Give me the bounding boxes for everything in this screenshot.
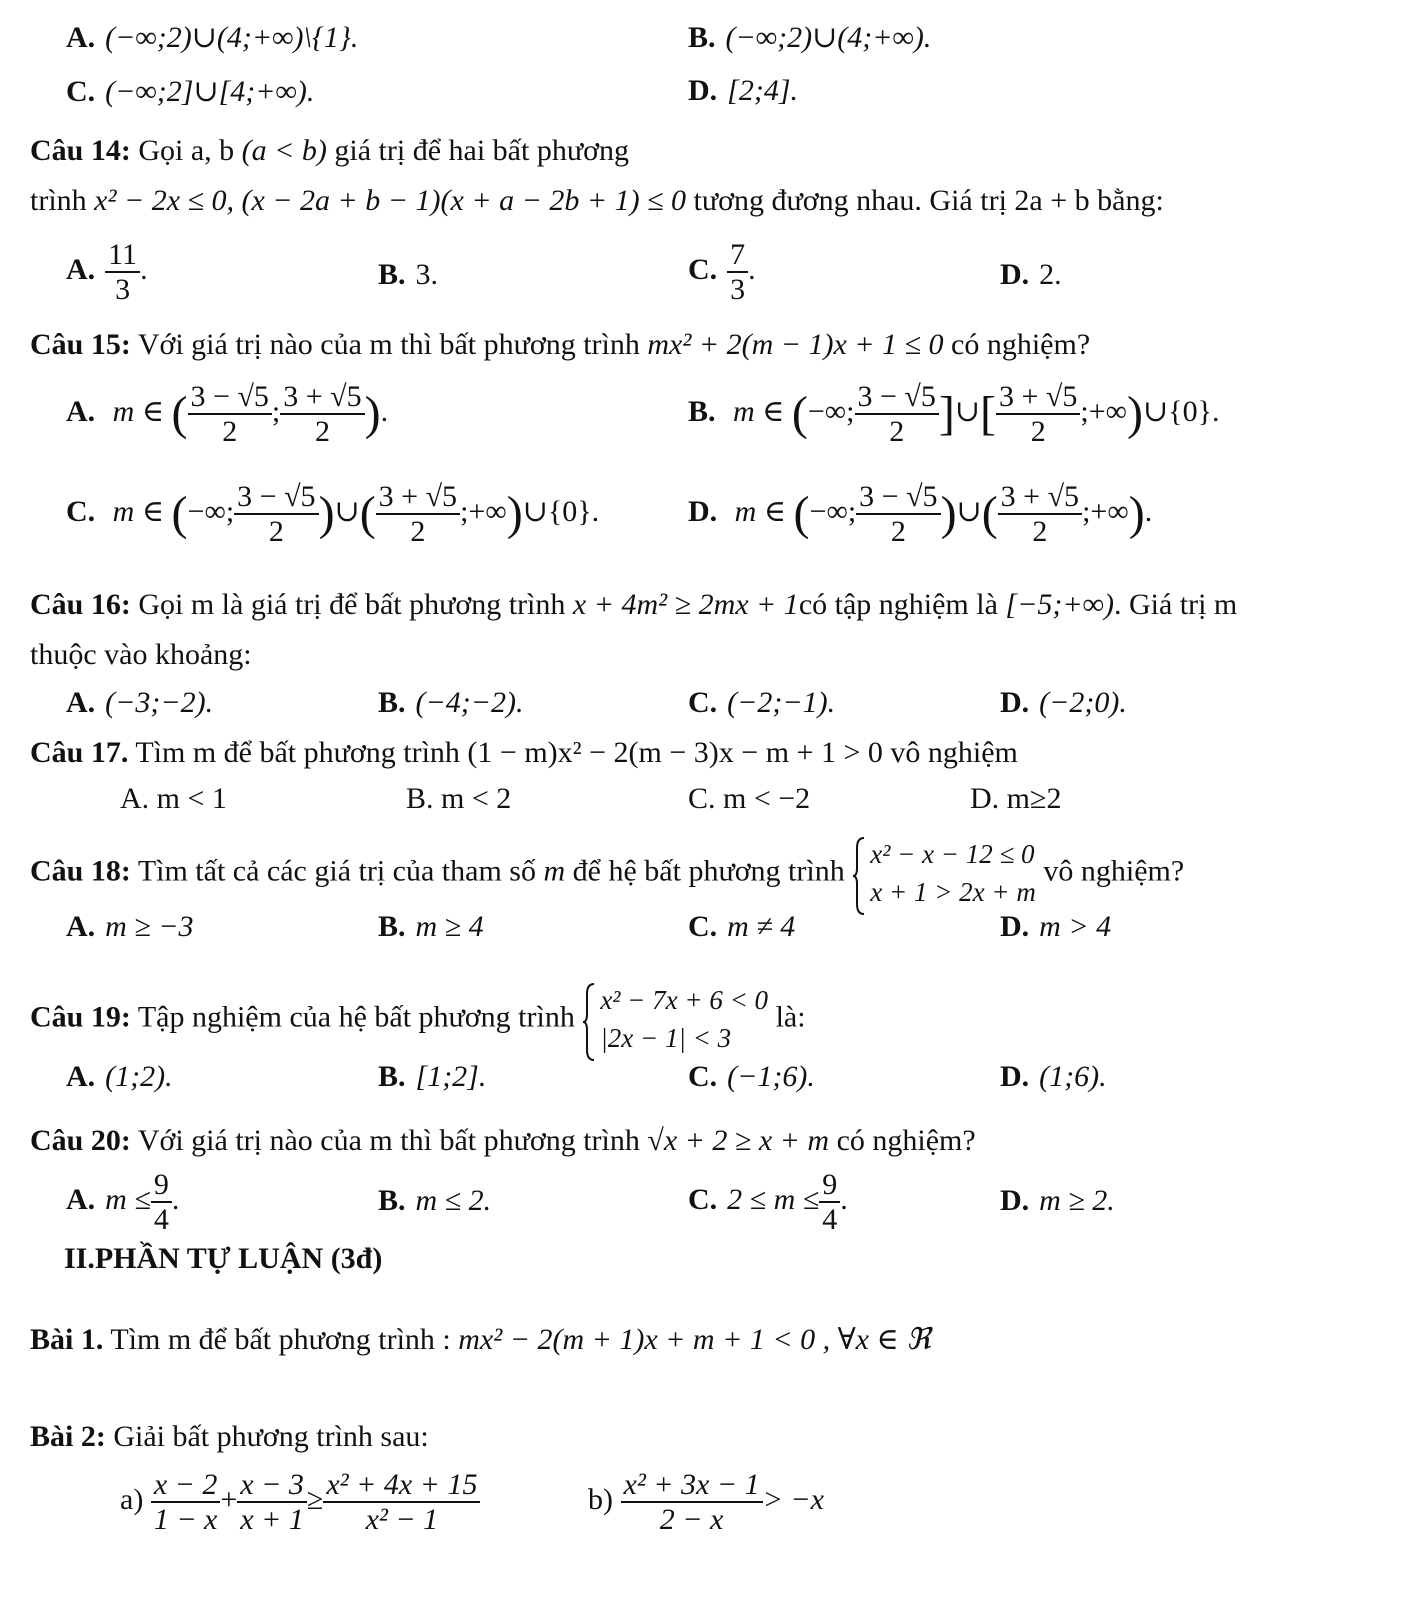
q14-text: Gọi a, b xyxy=(138,134,235,167)
option-label: C. xyxy=(688,252,718,286)
operator: ≥ xyxy=(306,1482,324,1516)
option-text: 3. xyxy=(415,258,439,291)
option-label: D. xyxy=(688,74,718,107)
fraction-denominator: x + 1 xyxy=(237,1501,307,1536)
option-prefix: 2 ≤ m ≤ xyxy=(727,1182,820,1216)
fraction-denominator: 2 xyxy=(188,413,272,448)
option-label: A. xyxy=(66,394,96,428)
option-text: (1;2). xyxy=(105,1060,173,1093)
q15-option-d: D. m ∈ (−∞; $\frac{3 - √5}{2}$ )∪( $\frac{3 + √5}{2}$ ;+∞). xyxy=(688,480,1153,548)
option-label: D. xyxy=(1000,1060,1030,1093)
question-label: Câu 15: xyxy=(30,328,131,361)
question-label: Câu 14: xyxy=(30,134,131,167)
fraction-numerator: x² + 3x − 1 xyxy=(623,1468,760,1501)
q16-line2: thuộc vào khoảng: xyxy=(30,638,252,671)
union: ∪ xyxy=(954,394,981,428)
fraction-numerator: 3 + √5 xyxy=(999,380,1078,413)
option-text: m ≥ 2. xyxy=(1039,1184,1115,1217)
option-text: m ≠ 4 xyxy=(727,910,796,943)
fraction-numerator: x − 2 xyxy=(153,1468,218,1501)
option-text: (−∞;2]∪[4;+∞). xyxy=(105,75,315,108)
option-label: C. xyxy=(688,1182,718,1216)
q16-text: . Giá trị m xyxy=(1113,588,1238,621)
option-text: (−∞;2)∪(4;+∞). xyxy=(725,21,932,54)
option-label: D. xyxy=(1000,1184,1030,1217)
q20-option-d xyxy=(1000,1184,1115,1218)
bai2-part-a xyxy=(120,1468,480,1536)
interval-part: −∞; xyxy=(809,494,857,528)
q15-option-a: A. m ∈ ( $\frac{3 - √5}{2}$ ; $\frac{3 + √5}{2}$ ). xyxy=(66,380,389,448)
bai1-expression: mx² − 2(m + 1)x + m + 1 < 0 , ∀x ∈ ℜ xyxy=(458,1323,931,1356)
q18-system xyxy=(852,836,1036,912)
q17-option-a: A. m < 1 xyxy=(120,782,227,815)
fraction-denominator: 3 xyxy=(105,271,140,306)
q15-text: có nghiệm? xyxy=(951,328,1091,361)
fraction-denominator: 1 − x xyxy=(151,1501,221,1536)
option-text: (−3;−2). xyxy=(105,686,214,719)
q17-option-b: B. m < 2 xyxy=(406,782,512,815)
system-line: x + 1 > 2x + m xyxy=(870,876,1036,907)
union: ∪ xyxy=(956,494,982,528)
fraction-denominator: 2 xyxy=(280,413,364,448)
option-label: C. xyxy=(66,494,96,528)
option-tail: . xyxy=(1144,494,1153,528)
q18-variable: m xyxy=(543,854,566,888)
q16-stem xyxy=(30,588,1237,622)
q19-option-d xyxy=(1000,1060,1107,1094)
option-label: B. xyxy=(378,1060,406,1093)
q18-stem xyxy=(30,836,1184,912)
q16-option-b xyxy=(378,686,523,720)
option-label: C. xyxy=(66,75,96,108)
system-line: |2x − 1| < 3 xyxy=(600,1022,732,1053)
part-label: b) xyxy=(588,1482,613,1516)
fraction-numerator: 3 − √5 xyxy=(859,480,938,513)
q15-stem xyxy=(30,328,1090,362)
q14-line2 xyxy=(30,184,1164,218)
option-tail: ∪{0}. xyxy=(522,494,600,528)
option-text: (−1;6). xyxy=(727,1060,815,1093)
option-label: A. xyxy=(66,252,96,286)
system-line: x² − x − 12 ≤ 0 xyxy=(870,839,1035,869)
fraction-denominator: 2 xyxy=(855,413,939,448)
fraction-numerator: 3 − √5 xyxy=(857,380,936,413)
option-text: m ≥ 4 xyxy=(415,910,484,943)
option-text: m ≤ 2. xyxy=(415,1184,492,1217)
q19-option-a xyxy=(66,1060,173,1094)
q15-option-c: C. m ∈ (−∞; $\frac{3 - √5}{2}$ )∪( $\frac{3 + √5}{2}$ ;+∞)∪{0}. xyxy=(66,480,600,548)
option-text: (−∞;2)∪(4;+∞)\{1}. xyxy=(105,21,359,54)
separator: ; xyxy=(271,394,281,428)
q20-option-a xyxy=(66,1168,179,1236)
q20-text: có nghiệm? xyxy=(836,1124,976,1157)
fraction-numerator: x − 3 xyxy=(240,1468,304,1501)
option-label: D. xyxy=(1000,258,1030,291)
q13-option-c xyxy=(66,74,314,109)
q16-text: Gọi m là giá trị để bất phương trình xyxy=(138,588,566,621)
section-title: II.PHẦN TỰ LUẬN (3đ) xyxy=(64,1242,383,1275)
option-text: (1;6). xyxy=(1039,1060,1107,1093)
q16-text: có tập nghiệm là xyxy=(798,588,998,621)
option-label: B. xyxy=(688,394,716,428)
q19-stem xyxy=(30,982,806,1058)
q18-text: vô nghiệm? xyxy=(1043,854,1185,888)
q14-line1 xyxy=(30,134,629,168)
option-label: D. xyxy=(1000,686,1030,719)
fraction-numerator: 9 xyxy=(153,1168,169,1201)
union: ∪ xyxy=(334,494,360,528)
q19-text: Tập nghiệm của hệ bất phương trình xyxy=(137,1000,575,1034)
q19-text: là: xyxy=(775,1000,806,1034)
q18-option-a xyxy=(66,910,194,944)
option-label: C. xyxy=(688,686,718,719)
option-prefix: m ∈ xyxy=(112,394,165,428)
q14-option-a xyxy=(66,238,148,306)
option-tail: ∪{0}. xyxy=(1143,394,1220,428)
option-text: (−2;−1). xyxy=(727,686,836,719)
option-label: B. xyxy=(378,686,406,719)
question-label: Câu 17. xyxy=(30,736,129,769)
bai1-text: Tìm m để bất phương trình : xyxy=(110,1323,451,1356)
interval-part: ;+∞ xyxy=(460,494,507,528)
fraction-denominator: 4 xyxy=(819,1201,840,1236)
option-tail: . xyxy=(380,394,389,428)
option-label: B. xyxy=(688,21,716,54)
option-label: A. xyxy=(66,1060,96,1093)
option-label: A. xyxy=(66,910,96,943)
option-prefix: m ∈ xyxy=(734,494,787,528)
part-label: a) xyxy=(120,1482,144,1516)
option-text: m ≥ −3 xyxy=(105,910,194,943)
interval-part: ;+∞ xyxy=(1082,494,1129,528)
system-line: x² − 7x + 6 < 0 xyxy=(600,985,769,1015)
q14-expression: x² − 2x ≤ 0, (x − 2a + b − 1)(x + a − 2b + 1) ≤ 0 xyxy=(94,184,687,217)
q20-option-c xyxy=(688,1168,848,1236)
option-label: B. xyxy=(378,910,406,943)
interval-part: ;+∞ xyxy=(1080,394,1128,428)
fraction-numerator: 3 − √5 xyxy=(190,380,269,413)
fraction-denominator: 2 xyxy=(996,413,1080,448)
q13-option-b xyxy=(688,20,931,55)
option-label: B. xyxy=(378,1184,406,1217)
bai2-part-b xyxy=(588,1468,824,1536)
bai1 xyxy=(30,1322,931,1357)
q16-expression: x + 4m² ≥ 2mx + 1 xyxy=(572,588,799,621)
bai2-text: Giải bất phương trình sau: xyxy=(113,1420,429,1453)
q19-system xyxy=(582,982,768,1058)
option-label: A. xyxy=(66,686,96,719)
fraction-numerator: 3 + √5 xyxy=(1000,480,1080,513)
fraction-denominator: 2 xyxy=(376,513,460,548)
option-text: 2. xyxy=(1039,258,1062,291)
q20-expression: √x + 2 ≥ x + m xyxy=(647,1124,830,1157)
fraction-numerator: 3 + √5 xyxy=(283,380,362,413)
fraction-denominator: 4 xyxy=(151,1201,172,1236)
bai2 xyxy=(30,1420,429,1454)
option-label: A. xyxy=(66,1182,96,1216)
operator: > −x xyxy=(762,1482,824,1516)
option-tail: . xyxy=(748,252,756,286)
q13-option-a xyxy=(66,20,358,55)
q18-text: để hệ bất phương trình xyxy=(572,854,845,888)
option-prefix: m ∈ xyxy=(733,394,785,428)
fraction-denominator: 2 − x xyxy=(621,1501,763,1536)
q16-option-d xyxy=(1000,686,1127,720)
fraction-numerator: 7 xyxy=(730,238,746,271)
fraction-numerator: 3 − √5 xyxy=(237,480,316,513)
q17-option-c: C. m < −2 xyxy=(688,782,811,815)
option-tail: . xyxy=(140,252,148,286)
question-label: Câu 18: xyxy=(30,854,131,888)
exercise-label: Bài 1. xyxy=(30,1323,104,1356)
q14-text: giá trị để hai bất phương xyxy=(334,134,629,167)
q18-option-b xyxy=(378,910,484,944)
fraction-denominator: x² − 1 xyxy=(323,1501,480,1536)
q17-stem xyxy=(30,736,1018,770)
q19-option-b xyxy=(378,1060,486,1094)
fraction-numerator: x² + 4x + 15 xyxy=(326,1468,478,1501)
brace-icon xyxy=(852,836,866,916)
q13-option-d xyxy=(688,74,798,108)
q16-set: [−5;+∞) xyxy=(1005,588,1114,621)
q14-condition: (a < b) xyxy=(241,134,327,167)
option-label: A. xyxy=(66,21,96,54)
q15-option-b: B. m ∈ (−∞; $\frac{3 - √5}{2}$ ]∪[ $\frac{3 + √5}{2}$ ;+∞)∪{0}. xyxy=(688,380,1220,448)
option-prefix: m ∈ xyxy=(112,494,165,528)
option-tail: . xyxy=(171,1182,180,1216)
q20-option-b xyxy=(378,1184,491,1218)
option-label: C. xyxy=(688,910,718,943)
q14-text: tương đương nhau. Giá trị 2a + b bằng: xyxy=(693,184,1164,217)
question-label: Câu 16: xyxy=(30,588,131,621)
q14-option-d xyxy=(1000,258,1062,292)
operator: + xyxy=(220,1482,238,1516)
q14-option-c xyxy=(688,238,756,306)
q17-option-d: D. m≥2 xyxy=(970,782,1062,815)
q15-expression: mx² + 2(m − 1)x + 1 ≤ 0 xyxy=(647,328,944,361)
interval-part: −∞; xyxy=(807,394,855,428)
q16-option-c xyxy=(688,686,835,720)
fraction-numerator: 11 xyxy=(108,238,138,271)
fraction-denominator: 3 xyxy=(727,271,748,306)
q20-stem xyxy=(30,1124,976,1158)
option-tail: . xyxy=(840,1182,848,1216)
fraction-numerator: 9 xyxy=(822,1168,838,1201)
option-text: [1;2]. xyxy=(415,1060,487,1093)
q14-text: trình xyxy=(30,184,87,217)
brace-icon xyxy=(582,982,596,1062)
q18-text: Tìm tất cả các giá trị của tham số xyxy=(137,854,536,888)
fraction-denominator: 2 xyxy=(998,513,1082,548)
q14-option-b xyxy=(378,258,438,292)
q19-option-c xyxy=(688,1060,815,1094)
option-label: B. xyxy=(378,258,406,291)
q16-option-a xyxy=(66,686,213,720)
option-label: C. xyxy=(688,1060,718,1093)
interval-part: −∞; xyxy=(187,494,235,528)
fraction-denominator: 2 xyxy=(856,513,940,548)
option-text: m > 4 xyxy=(1039,910,1112,943)
option-prefix: m ≤ xyxy=(105,1182,151,1216)
q18-option-c xyxy=(688,910,795,944)
option-text: (−4;−2). xyxy=(415,686,524,719)
q18-option-d xyxy=(1000,910,1111,944)
exercise-label: Bài 2: xyxy=(30,1420,106,1453)
option-text: [2;4]. xyxy=(727,74,799,107)
q17-text: Tìm m để bất phương trình (1 − m)x² − 2(m − 3)x − m + 1 > 0 vô nghiệm xyxy=(135,736,1018,769)
q15-text: Với giá trị nào của m thì bất phương trình xyxy=(137,328,640,361)
option-label: D. xyxy=(688,494,718,528)
fraction-denominator: 2 xyxy=(234,513,318,548)
option-label: D. xyxy=(1000,910,1030,943)
fraction-numerator: 3 + √5 xyxy=(378,480,458,513)
option-text: (−2;0). xyxy=(1039,686,1127,719)
question-label: Câu 20: xyxy=(30,1124,131,1157)
q20-text: Với giá trị nào của m thì bất phương trình xyxy=(137,1124,640,1157)
question-label: Câu 19: xyxy=(30,1000,131,1034)
